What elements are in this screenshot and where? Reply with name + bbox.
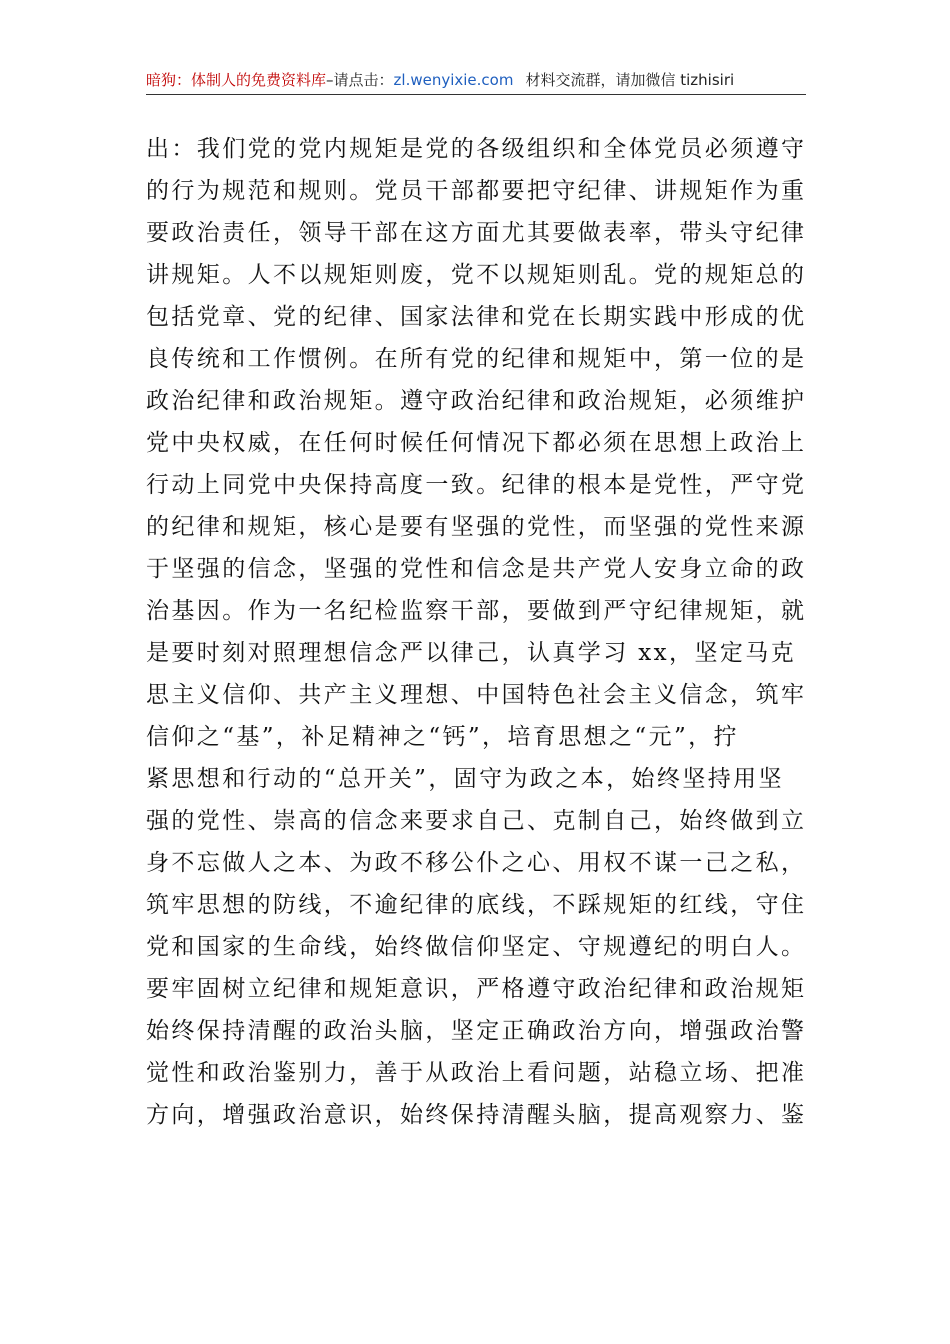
text-line: 政治纪律和政治规矩。遵守政治纪律和政治规矩，必须维护	[146, 388, 807, 414]
text-line: 于坚强的信念，坚强的党性和信念是共产党人安身立命的政	[146, 556, 807, 582]
group-label: 材料交流群，请加微信 tizhisiri	[525, 71, 735, 89]
site-url-link[interactable]: zl.wenyixie.com	[393, 71, 514, 89]
text-line: 觉性和政治鉴别力，善于从政治上看问题，站稳立场、把准	[146, 1060, 807, 1086]
text-line: 行动上同党中央保持高度一致。纪律的根本是党性，严守党	[146, 472, 807, 498]
text-line: 身不忘做人之本、为政不移公仆之心、用权不谋一己之私，	[146, 850, 807, 876]
site-label: 暗狗：体制人的免费资料库	[146, 71, 327, 89]
text-line: 要政治责任，领导干部在这方面尤其要做表率，带头守纪律	[146, 220, 807, 246]
text-line: 讲规矩。人不以规矩则废，党不以规矩则乱。党的规矩总的	[146, 262, 807, 288]
page-header	[146, 68, 806, 95]
text-line: 信仰之“基”，补足精神之“钙”，培育思想之“元”，拧	[146, 724, 739, 750]
text-line: 强的党性、崇高的信念来要求自己、克制自己，始终做到立	[146, 808, 807, 834]
text-line: 筑牢思想的防线，不逾纪律的底线，不踩规矩的红线，守住	[146, 892, 807, 918]
text-line: 要牢固树立纪律和规矩意识，严格遵守政治纪律和政治规矩	[146, 976, 807, 1002]
text-line: 的行为规范和规则。党员干部都要把守纪律、讲规矩作为重	[146, 178, 807, 204]
text-line: 包括党章、党的纪律、国家法律和党在长期实践中形成的优	[146, 304, 807, 330]
text-line: 紧思想和行动的“总开关”，固守为政之本，始终坚持用坚	[146, 766, 784, 792]
text-line: 是要时刻对照理想信念严以律己，认真学习 xx，坚定马克	[146, 640, 797, 666]
text-line: 良传统和工作惯例。在所有党的纪律和规矩中，第一位的是	[146, 346, 807, 372]
body-paragraph	[146, 128, 806, 1136]
text-line: 方向，增强政治意识，始终保持清醒头脑，提高观察力、鉴	[146, 1102, 807, 1128]
text-line: 党和国家的生命线，始终做信仰坚定、守规遵纪的明白人。	[146, 934, 807, 960]
text-line: 的纪律和规矩，核心是要有坚强的党性，而坚强的党性来源	[146, 514, 807, 540]
text-line: 思主义信仰、共产主义理想、中国特色社会主义信念，筑牢	[146, 682, 807, 708]
click-label: –请点击：	[326, 71, 394, 89]
text-line: 党中央权威，在任何时候任何情况下都必须在思想上政治上	[146, 430, 807, 456]
text-line: 出：我们党的党内规矩是党的各级组织和全体党员必须遵守	[146, 136, 807, 162]
text-line: 始终保持清醒的政治头脑，坚定正确政治方向，增强政治警	[146, 1018, 807, 1044]
text-line: 治基因。作为一名纪检监察干部，要做到严守纪律规矩，就	[146, 598, 807, 624]
